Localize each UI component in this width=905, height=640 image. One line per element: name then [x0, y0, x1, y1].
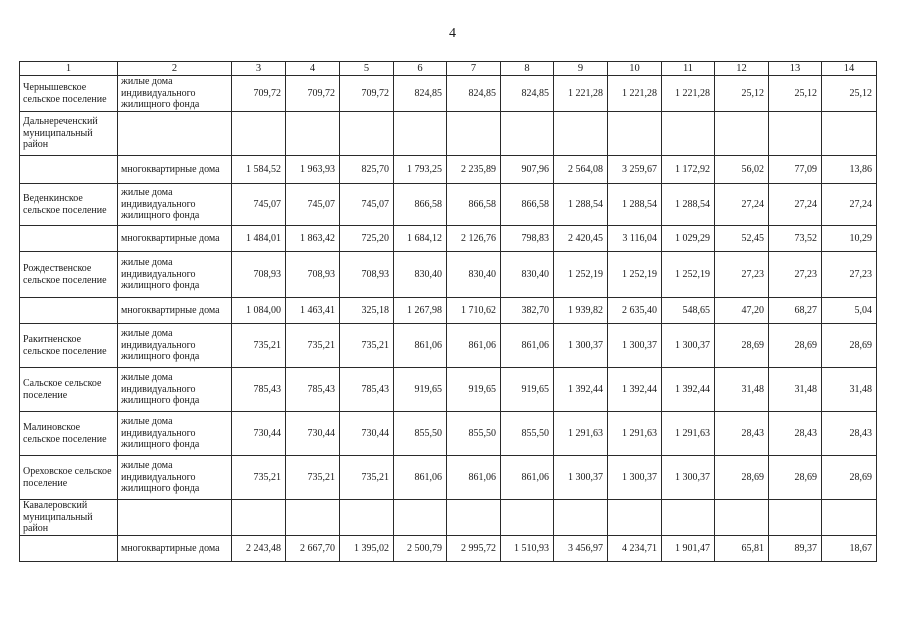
value-cell: 919,65	[394, 368, 447, 412]
value-cell	[554, 500, 608, 536]
value-cell: 1 584,52	[232, 156, 286, 184]
value-cell	[608, 112, 662, 156]
housing-type-cell	[118, 112, 232, 156]
value-cell: 1 291,63	[608, 412, 662, 456]
value-cell: 4 234,71	[608, 536, 662, 562]
value-cell: 28,69	[769, 456, 822, 500]
value-cell	[608, 500, 662, 536]
value-cell: 855,50	[501, 412, 554, 456]
value-cell: 861,06	[501, 324, 554, 368]
value-cell: 1 252,19	[554, 252, 608, 298]
housing-type-cell: многоквартирные дома	[118, 298, 232, 324]
value-cell: 1 221,28	[608, 76, 662, 112]
value-cell: 919,65	[447, 368, 501, 412]
value-cell: 1 863,42	[286, 226, 340, 252]
value-cell	[286, 500, 340, 536]
value-cell: 31,48	[715, 368, 769, 412]
value-cell: 919,65	[501, 368, 554, 412]
value-cell: 31,48	[769, 368, 822, 412]
value-cell: 2 564,08	[554, 156, 608, 184]
value-cell: 1 288,54	[662, 184, 715, 226]
housing-type-cell	[118, 500, 232, 536]
value-cell: 730,44	[286, 412, 340, 456]
value-cell: 2 635,40	[608, 298, 662, 324]
column-header: 7	[447, 62, 501, 76]
value-cell	[822, 112, 877, 156]
settlement-cell: Кавалеровский муниципальный район	[20, 500, 118, 536]
column-header: 4	[286, 62, 340, 76]
value-cell: 2 243,48	[232, 536, 286, 562]
value-cell: 785,43	[286, 368, 340, 412]
value-cell: 1 300,37	[662, 456, 715, 500]
value-cell	[822, 500, 877, 536]
column-header: 2	[118, 62, 232, 76]
settlement-cell	[20, 156, 118, 184]
value-cell: 1 484,01	[232, 226, 286, 252]
table-row	[20, 112, 877, 156]
settlement-cell: Малиновское сельское поселение	[20, 412, 118, 456]
value-cell: 735,21	[232, 324, 286, 368]
value-cell: 27,24	[769, 184, 822, 226]
value-cell: 708,93	[340, 252, 394, 298]
value-cell: 65,81	[715, 536, 769, 562]
value-cell: 28,69	[822, 324, 877, 368]
value-cell: 1 172,92	[662, 156, 715, 184]
value-cell: 5,04	[822, 298, 877, 324]
table-row	[20, 252, 877, 298]
value-cell: 709,72	[232, 76, 286, 112]
value-cell: 824,85	[447, 76, 501, 112]
value-cell: 2 235,89	[447, 156, 501, 184]
value-cell: 18,67	[822, 536, 877, 562]
value-cell: 89,37	[769, 536, 822, 562]
value-cell: 861,06	[394, 456, 447, 500]
housing-type-cell: жилые дома индивидуального жилищного фонда	[118, 76, 232, 112]
value-cell: 1 221,28	[554, 76, 608, 112]
value-cell: 28,69	[769, 324, 822, 368]
value-cell: 824,85	[501, 76, 554, 112]
value-cell: 861,06	[394, 324, 447, 368]
value-cell: 1 939,82	[554, 298, 608, 324]
value-cell: 47,20	[715, 298, 769, 324]
column-header: 1	[20, 62, 118, 76]
housing-type-cell: многоквартирные дома	[118, 226, 232, 252]
value-cell: 825,70	[340, 156, 394, 184]
value-cell: 861,06	[501, 456, 554, 500]
table-row	[20, 76, 877, 112]
value-cell: 1 300,37	[608, 324, 662, 368]
column-header: 3	[232, 62, 286, 76]
column-header: 14	[822, 62, 877, 76]
value-cell: 27,24	[715, 184, 769, 226]
settlement-cell	[20, 536, 118, 562]
settlement-cell: Ореховское сельское поселение	[20, 456, 118, 500]
value-cell: 73,52	[769, 226, 822, 252]
value-cell	[447, 112, 501, 156]
settlement-cell: Ракитненское сельское поселение	[20, 324, 118, 368]
value-cell: 730,44	[232, 412, 286, 456]
value-cell: 830,40	[447, 252, 501, 298]
value-cell: 28,69	[715, 324, 769, 368]
value-cell: 1 252,19	[662, 252, 715, 298]
table-body	[20, 62, 877, 562]
table-row	[20, 156, 877, 184]
settlement-cell: Дальнереченский муниципальный район	[20, 112, 118, 156]
value-cell: 735,21	[286, 324, 340, 368]
value-cell: 382,70	[501, 298, 554, 324]
value-cell: 1 288,54	[554, 184, 608, 226]
value-cell: 735,21	[340, 456, 394, 500]
table-row	[20, 412, 877, 456]
settlement-cell: Чернышевское сельское поселение	[20, 76, 118, 112]
value-cell: 1 221,28	[662, 76, 715, 112]
value-cell: 52,45	[715, 226, 769, 252]
value-cell: 725,20	[340, 226, 394, 252]
value-cell: 28,43	[822, 412, 877, 456]
value-cell: 855,50	[394, 412, 447, 456]
housing-type-cell: жилые дома индивидуального жилищного фонда	[118, 412, 232, 456]
table-row	[20, 184, 877, 226]
value-cell	[286, 112, 340, 156]
value-cell: 2 500,79	[394, 536, 447, 562]
value-cell: 1 300,37	[608, 456, 662, 500]
table-row	[20, 456, 877, 500]
value-cell: 27,23	[822, 252, 877, 298]
value-cell: 785,43	[232, 368, 286, 412]
value-cell: 745,07	[340, 184, 394, 226]
value-cell: 861,06	[447, 324, 501, 368]
value-cell	[340, 500, 394, 536]
value-cell: 28,69	[822, 456, 877, 500]
value-cell	[715, 112, 769, 156]
value-cell: 735,21	[286, 456, 340, 500]
value-cell: 2 420,45	[554, 226, 608, 252]
settlement-cell: Веденкинское сельское поселение	[20, 184, 118, 226]
value-cell: 708,93	[232, 252, 286, 298]
value-cell: 1 291,63	[554, 412, 608, 456]
value-cell: 1 300,37	[554, 324, 608, 368]
value-cell: 709,72	[286, 76, 340, 112]
value-cell: 25,12	[822, 76, 877, 112]
value-cell	[501, 500, 554, 536]
value-cell: 785,43	[340, 368, 394, 412]
column-header: 5	[340, 62, 394, 76]
value-cell: 68,27	[769, 298, 822, 324]
value-cell	[232, 112, 286, 156]
value-cell: 1 901,47	[662, 536, 715, 562]
value-cell: 28,43	[715, 412, 769, 456]
value-cell: 27,24	[822, 184, 877, 226]
value-cell	[715, 500, 769, 536]
value-cell	[554, 112, 608, 156]
housing-type-cell: многоквартирные дома	[118, 156, 232, 184]
value-cell: 77,09	[769, 156, 822, 184]
value-cell: 1 392,44	[554, 368, 608, 412]
page-number: 4	[449, 26, 456, 41]
value-cell: 10,29	[822, 226, 877, 252]
value-cell: 3 456,97	[554, 536, 608, 562]
value-cell	[769, 500, 822, 536]
value-cell	[662, 112, 715, 156]
value-cell	[662, 500, 715, 536]
value-cell: 3 116,04	[608, 226, 662, 252]
table-row	[20, 226, 877, 252]
value-cell: 745,07	[286, 184, 340, 226]
column-header: 11	[662, 62, 715, 76]
value-cell	[769, 112, 822, 156]
column-header: 12	[715, 62, 769, 76]
value-cell: 855,50	[447, 412, 501, 456]
value-cell: 2 995,72	[447, 536, 501, 562]
value-cell: 56,02	[715, 156, 769, 184]
value-cell: 1 463,41	[286, 298, 340, 324]
value-cell	[394, 112, 447, 156]
value-cell: 1 684,12	[394, 226, 447, 252]
table-row	[20, 298, 877, 324]
value-cell: 730,44	[340, 412, 394, 456]
value-cell: 1 710,62	[447, 298, 501, 324]
value-cell: 1 029,29	[662, 226, 715, 252]
value-cell: 1 252,19	[608, 252, 662, 298]
value-cell: 866,58	[394, 184, 447, 226]
value-cell: 1 084,00	[232, 298, 286, 324]
table-row	[20, 536, 877, 562]
value-cell: 31,48	[822, 368, 877, 412]
value-cell: 745,07	[232, 184, 286, 226]
value-cell	[232, 500, 286, 536]
value-cell: 1 300,37	[662, 324, 715, 368]
value-cell: 325,18	[340, 298, 394, 324]
housing-type-cell: жилые дома индивидуального жилищного фонда	[118, 184, 232, 226]
value-cell: 548,65	[662, 298, 715, 324]
housing-type-cell: жилые дома индивидуального жилищного фонда	[118, 368, 232, 412]
column-header: 6	[394, 62, 447, 76]
value-cell: 1 510,93	[501, 536, 554, 562]
value-cell: 2 126,76	[447, 226, 501, 252]
settlement-cell	[20, 298, 118, 324]
value-cell: 866,58	[501, 184, 554, 226]
housing-type-cell: многоквартирные дома	[118, 536, 232, 562]
value-cell: 3 259,67	[608, 156, 662, 184]
table-row	[20, 368, 877, 412]
value-cell: 798,83	[501, 226, 554, 252]
value-cell: 1 392,44	[608, 368, 662, 412]
value-cell: 27,23	[769, 252, 822, 298]
value-cell: 824,85	[394, 76, 447, 112]
value-cell	[501, 112, 554, 156]
value-cell: 28,69	[715, 456, 769, 500]
value-cell: 861,06	[447, 456, 501, 500]
housing-type-cell: жилые дома индивидуального жилищного фонда	[118, 252, 232, 298]
value-cell	[447, 500, 501, 536]
header-row	[20, 62, 877, 76]
tariff-table	[19, 61, 877, 562]
value-cell: 25,12	[715, 76, 769, 112]
value-cell: 830,40	[501, 252, 554, 298]
value-cell: 907,96	[501, 156, 554, 184]
value-cell: 1 288,54	[608, 184, 662, 226]
value-cell: 1 300,37	[554, 456, 608, 500]
value-cell: 1 395,02	[340, 536, 394, 562]
table-row	[20, 324, 877, 368]
value-cell: 735,21	[232, 456, 286, 500]
value-cell: 13,86	[822, 156, 877, 184]
value-cell: 1 793,25	[394, 156, 447, 184]
settlement-cell: Рождественское сельское поселение	[20, 252, 118, 298]
value-cell: 866,58	[447, 184, 501, 226]
settlement-cell: Сальское сельское поселение	[20, 368, 118, 412]
column-header: 9	[554, 62, 608, 76]
value-cell: 709,72	[340, 76, 394, 112]
value-cell: 27,23	[715, 252, 769, 298]
value-cell	[340, 112, 394, 156]
value-cell: 1 392,44	[662, 368, 715, 412]
value-cell: 1 291,63	[662, 412, 715, 456]
column-header: 10	[608, 62, 662, 76]
value-cell: 735,21	[340, 324, 394, 368]
value-cell: 830,40	[394, 252, 447, 298]
housing-type-cell: жилые дома индивидуального жилищного фонда	[118, 324, 232, 368]
value-cell: 25,12	[769, 76, 822, 112]
table-row	[20, 500, 877, 536]
value-cell: 28,43	[769, 412, 822, 456]
column-header: 8	[501, 62, 554, 76]
value-cell: 708,93	[286, 252, 340, 298]
settlement-cell	[20, 226, 118, 252]
column-header: 13	[769, 62, 822, 76]
value-cell: 1 963,93	[286, 156, 340, 184]
value-cell	[394, 500, 447, 536]
housing-type-cell: жилые дома индивидуального жилищного фонда	[118, 456, 232, 500]
value-cell: 2 667,70	[286, 536, 340, 562]
value-cell: 1 267,98	[394, 298, 447, 324]
